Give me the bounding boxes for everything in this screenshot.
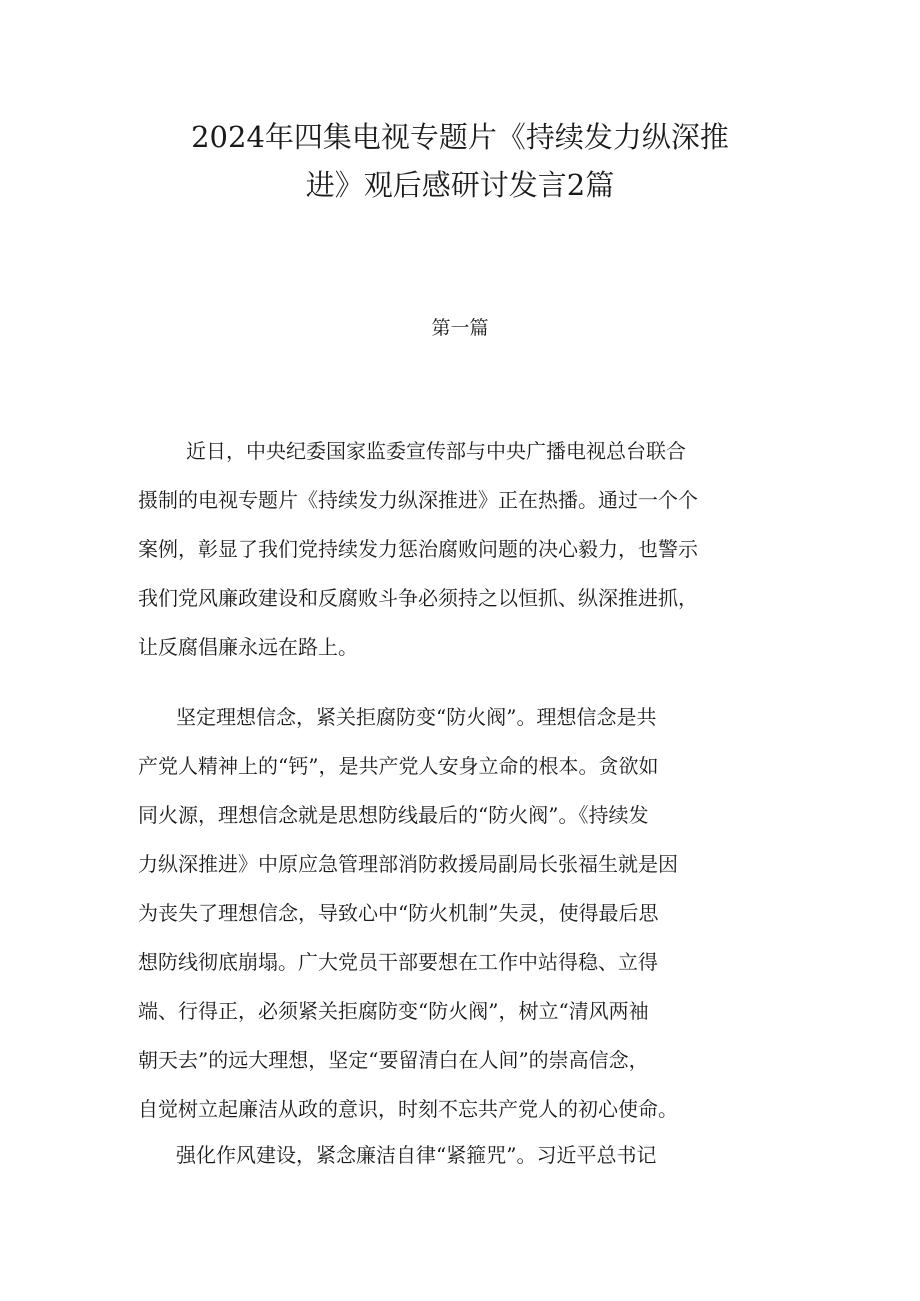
paragraph-2-line: 同火源，理想信念就是思想防线最后的“防火阀”。《持续发 — [138, 803, 649, 827]
paragraph-2-line: 力纵深推进》中原应急管理部消防救援局副局长张福生就是因 — [138, 852, 678, 876]
document-title-line-2: 进》观后感研讨发言2篇 — [305, 168, 615, 202]
paragraph-3-line: 强化作风建设，紧念廉洁自律“紧箍咒”。习近平总书记 — [176, 1143, 657, 1167]
paragraph-2-line: 朝天去”的远大理想，坚定“要留清白在人间”的崇高信念， — [138, 1048, 649, 1072]
paragraph-1-line: 案例，彰显了我们党持续发力惩治腐败问题的决心毅力，也警示 — [138, 537, 698, 561]
paragraph-1-line: 让反腐倡廉永远在路上。 — [138, 635, 358, 659]
document-title-line-1: 2024年四集电视专题片《持续发力纵深推 — [191, 120, 729, 154]
paragraph-2-line: 端、行得正，必须紧关拒腐防变“防火阀”，树立“清风两袖 — [138, 999, 649, 1023]
paragraph-2-line: 产党人精神上的“钙”，是共产党人安身立命的根本。贪欲如 — [138, 754, 659, 778]
paragraph-2-line: 为丧失了理想信念，导致心中“防火机制”失灵，使得最后思 — [138, 901, 659, 925]
section-heading: 第一篇 — [431, 317, 489, 339]
paragraph-1-line: 摄制的电视专题片《持续发力纵深推进》正在热播。通过一个个 — [138, 488, 698, 512]
paragraph-2-line: 想防线彻底崩塌。广大党员干部要想在工作中站得稳、立得 — [138, 950, 658, 974]
paragraph-2-line: 坚定理想信念，紧关拒腐防变“防火阀”。理想信念是共 — [176, 705, 657, 729]
paragraph-2-line: 自觉树立起廉洁从政的意识，时刻不忘共产党人的初心使命。 — [138, 1097, 678, 1121]
paragraph-1-line: 我们党风廉政建设和反腐败斗争必须持之以恒抓、纵深推进抓， — [138, 586, 698, 610]
paragraph-1-line: 近日，中央纪委国家监委宣传部与中央广播电视总台联合 — [186, 439, 686, 463]
